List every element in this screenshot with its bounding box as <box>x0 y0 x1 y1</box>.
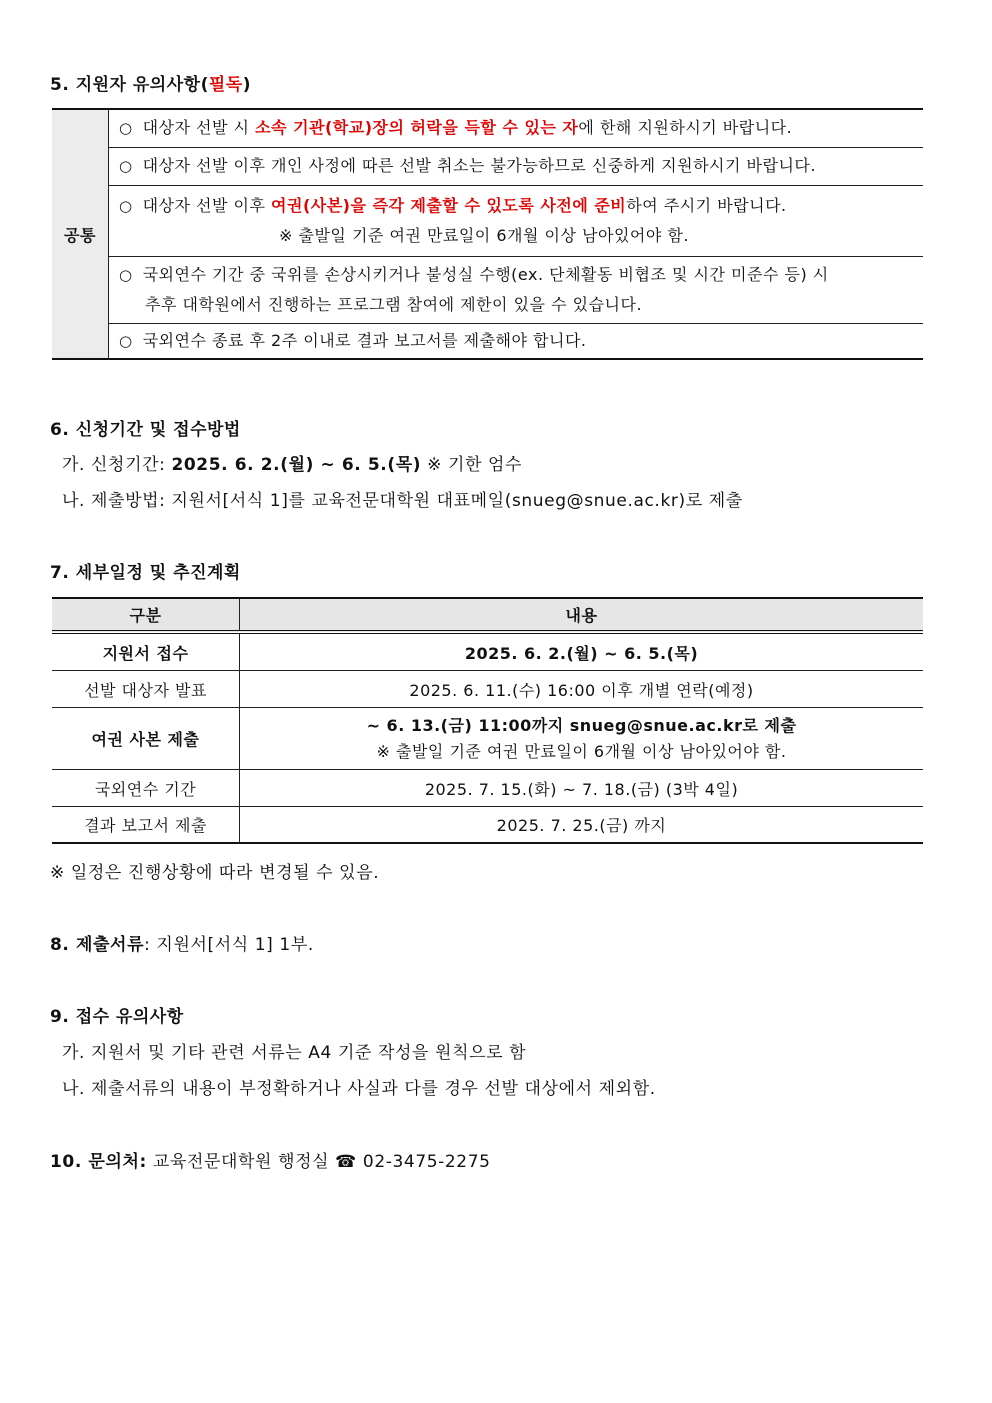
section6-method: 나. 제출방법: 지원서[서식 1]를 교육전문대학원 대표메일(snueg@snue.ac.kr)로 제출 <box>62 491 743 511</box>
schedule-content: 2025. 7. 25.(금) 까지 <box>496 816 667 835</box>
section9-item-a: 가. 지원서 및 기타 관련 서류는 A4 기준 작성을 원칙으로 함 <box>62 1043 527 1063</box>
schedule-header-row <box>52 598 923 632</box>
contact-office: 교육전문대학원 행정실 <box>146 1152 336 1172</box>
notice-text: 하여 주시기 바랍니다. <box>626 195 787 215</box>
schedule-content <box>240 708 924 770</box>
notice-row <box>52 256 923 323</box>
column-header-category: 구분 <box>52 598 240 632</box>
bullet-circle-icon: ○ <box>119 157 133 175</box>
notice-text: 대상자 선발 시 <box>142 118 256 138</box>
section5-heading-text: 5. 지원자 유의사항( <box>50 75 209 95</box>
section5-heading-suffix: ) <box>242 75 251 95</box>
notice-emphasis: 여권(사본)을 즉각 제출할 수 있도록 사전에 준비 <box>271 195 627 215</box>
notice-row-1 <box>109 109 924 147</box>
phone-icon: ☎ <box>335 1152 357 1172</box>
bullet-circle-icon: ○ <box>119 331 133 350</box>
table-row <box>52 708 923 770</box>
schedule-category: 지원서 접수 <box>52 632 240 671</box>
notice-text: 에 한해 지원하시기 바랍니다. <box>578 118 793 138</box>
table-row <box>52 632 923 671</box>
schedule-category: 국외연수 기간 <box>52 770 240 807</box>
notice-category: 공통 <box>52 109 109 359</box>
section6-heading: 6. 신청기간 및 접수방법 <box>50 420 241 440</box>
notice-emphasis: 소속 기관(학교)장의 허락을 득할 수 있는 자 <box>255 118 579 138</box>
section10-contact <box>50 1147 491 1172</box>
section10-heading: 10. 문의처: <box>50 1152 147 1172</box>
notice-text: 대상자 선발 이후 개인 사정에 따른 선발 취소는 불가능하므로 신중하게 지원하시기 바랍니다. <box>142 156 816 175</box>
section5-heading <box>50 70 251 95</box>
schedule-category: 결과 보고서 제출 <box>52 807 240 844</box>
notice-text: 대상자 선발 이후 <box>142 195 272 215</box>
section8-heading: 8. 제출서류 <box>50 935 145 955</box>
notice-row-4 <box>109 256 924 323</box>
notice-row-3 <box>109 185 924 256</box>
notice-text-continued: 추후 대학원에서 진행하는 프로그램 참여에 제한이 있을 수 있습니다. <box>145 294 643 314</box>
section9-item-b: 나. 제출서류의 내용이 부정확하거나 사실과 다를 경우 선발 대상에서 제외함. <box>62 1079 656 1099</box>
notice-row-2 <box>109 147 924 185</box>
schedule-content: 2025. 7. 15.(화) ~ 7. 18.(금) (3박 4일) <box>240 770 924 807</box>
notice-row <box>52 185 923 256</box>
notice-row-5 <box>109 323 924 359</box>
section7-heading: 7. 세부일정 및 추진계획 <box>50 563 241 583</box>
schedule-content: 2025. 6. 11.(수) 16:00 이후 개별 연락(예정) <box>240 671 924 708</box>
table-row <box>52 807 923 844</box>
notice-row <box>52 323 923 359</box>
schedule-table <box>52 597 923 844</box>
notice-row <box>52 109 923 147</box>
section5-notice-table <box>52 108 923 360</box>
column-header-content: 내용 <box>240 598 924 632</box>
period-value: 2025. 6. 2.(월) ~ 6. 5.(목) <box>171 455 422 475</box>
schedule-footnote: ※ 일정은 진행상황에 따라 변경될 수 있음. <box>50 863 380 883</box>
notice-text: 국외연수 종료 후 2주 이내로 결과 보고서를 제출해야 합니다. <box>142 330 587 350</box>
table-row <box>52 671 923 708</box>
contact-phone: 02-3475-2275 <box>356 1152 491 1172</box>
schedule-content: 2025. 6. 2.(월) ~ 6. 5.(목) <box>240 632 924 671</box>
section6-period <box>62 450 522 475</box>
schedule-category: 선발 대상자 발표 <box>52 671 240 708</box>
schedule-content-main: ~ 6. 13.(금) 11:00까지 snueg@snue.ac.kr로 제출 <box>366 715 797 735</box>
notice-row <box>52 147 923 185</box>
schedule-content-note: ※ 출발일 기준 여권 만료일이 6개월 이상 남아있어야 함. <box>376 741 787 761</box>
section8-text: : 지원서[서식 1] 1부. <box>144 935 314 955</box>
period-note: ※ 기한 엄수 <box>421 455 523 475</box>
notice-text: 국외연수 기간 중 국위를 손상시키거나 불성실 수행(ex. 단체활동 비협조 및 시간 미준수 등) 시 <box>142 264 829 284</box>
table-row <box>52 770 923 807</box>
bullet-circle-icon: ○ <box>119 196 133 215</box>
section5-heading-emphasis: 필독 <box>208 75 243 95</box>
section9-heading: 9. 접수 유의사항 <box>50 1007 184 1027</box>
bullet-circle-icon: ○ <box>119 119 133 138</box>
notice-note: ※ 출발일 기준 여권 만료일이 6개월 이상 남아있어야 함. <box>279 225 689 245</box>
bullet-circle-icon: ○ <box>119 265 133 284</box>
section8 <box>50 930 314 955</box>
period-label: 가. 신청기간: <box>62 455 172 475</box>
schedule-category: 여권 사본 제출 <box>52 708 240 770</box>
